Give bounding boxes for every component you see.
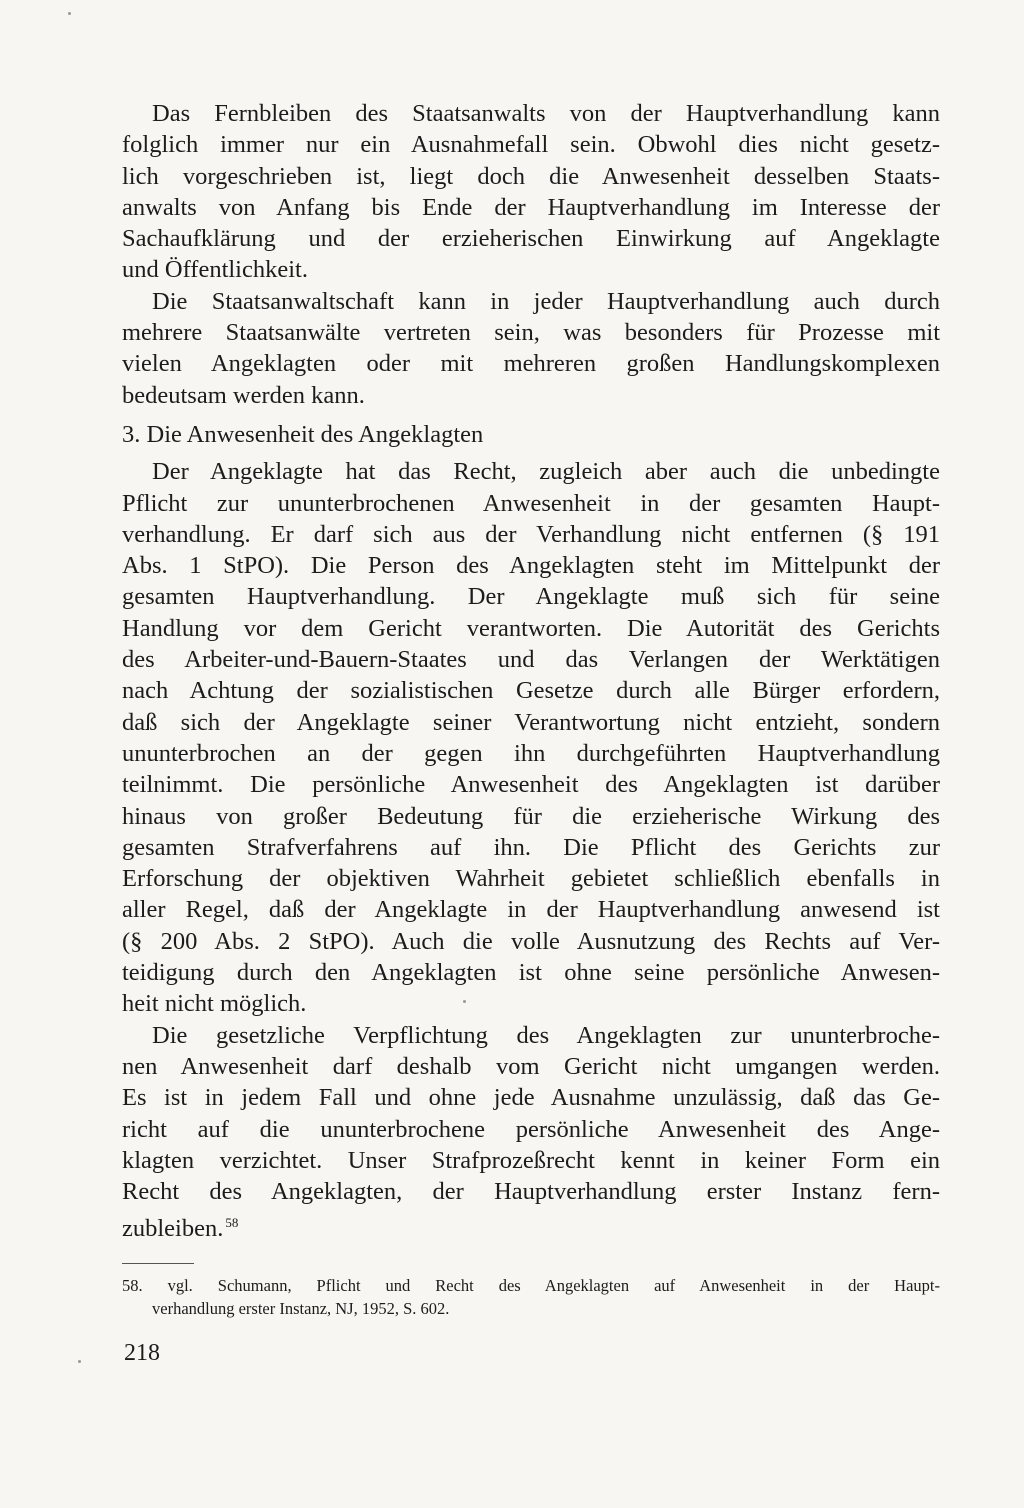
text-line: heit nicht möglich. — [122, 990, 307, 1018]
text-line: Die Staatsanwaltschaft kann in jeder Hauptverhandlung auch durch — [152, 287, 940, 315]
scan-speck — [463, 1000, 466, 1003]
text-line: anwalts von Anfang bis Ende der Hauptverhandlung im Interesse der — [122, 193, 940, 221]
text-line: des Arbeiter-und-Bauern-Staates und das Verlangen der Werktätigen — [122, 646, 940, 674]
text-line: Das Fernbleiben des Staatsanwalts von der Hauptverhandlung kann — [152, 100, 940, 127]
footnote-line: 58. vgl. Schumann, Pflicht und Recht des Angeklagten auf Anwesenheit in der Haupt- — [122, 1275, 940, 1295]
paragraph-1 — [122, 98, 940, 286]
page-body — [122, 98, 940, 1320]
footnote-marker: 58 — [225, 1215, 239, 1231]
footnote-divider — [122, 1263, 194, 1264]
text-line: lich vorgeschrieben ist, liegt doch die Anwesenheit desselben Staats- — [122, 162, 940, 190]
text-line: teilnimmt. Die persönliche Anwesenheit des Angeklagten ist darüber — [122, 771, 940, 799]
text-line: aller Regel, daß der Angeklagte in der Hauptverhandlung anwesend ist — [122, 896, 940, 924]
paragraph-2 — [122, 286, 940, 411]
footnote — [122, 1274, 940, 1320]
text-line: verhandlung. Er darf sich aus der Verhandlung nicht entfernen (§ 191 — [122, 520, 940, 548]
text-line: vielen Angeklagten oder mit mehreren großen Handlungskomplexen — [122, 350, 940, 378]
text-line: gesamten Strafverfahrens auf ihn. Die Pflicht des Gerichts zur — [122, 833, 940, 861]
text-line: Pflicht zur ununterbrochenen Anwesenheit in der gesamten Haupt- — [122, 489, 940, 517]
scan-speck — [78, 1360, 81, 1363]
text-line: gesamten Hauptverhandlung. Der Angeklagte muß sich für seine — [122, 583, 940, 611]
text-line: Die gesetzliche Verpflichtung des Angeklagten zur ununterbroche- — [152, 1021, 940, 1049]
text-line: nach Achtung der sozialistischen Gesetze durch alle Bürger erfordern, — [122, 677, 940, 705]
scan-speck — [68, 12, 71, 15]
text-line: Erforschung der objektiven Wahrheit gebietet schließlich ebenfalls in — [122, 865, 940, 893]
text-line: teidigung durch den Angeklagten ist ohne seine persönliche Anwesen- — [122, 959, 940, 987]
text-line: folglich immer nur ein Ausnahmefall sein. Obwohl dies nicht gesetz- — [122, 131, 940, 159]
text-line: (§ 200 Abs. 2 StPO). Auch die volle Ausnutzung des Rechts auf Ver- — [122, 927, 940, 955]
footnote-line: verhandlung erster Instanz, NJ, 1952, S. 602. — [152, 1298, 450, 1318]
text-line: Handlung vor dem Gericht verantworten. Die Autorität des Gerichts — [122, 614, 940, 642]
text-line: nen Anwesenheit darf deshalb vom Gericht nicht umgangen werden. — [122, 1052, 940, 1080]
text-line: hinaus von großer Bedeutung für die erzieherische Wirkung des — [122, 802, 940, 830]
text-line: Recht des Angeklagten, der Hauptverhandlung erster Instanz fern- — [122, 1178, 940, 1206]
text-line: mehrere Staatsanwälte vertreten sein, was besonders für Prozesse mit — [122, 319, 940, 347]
text-fragment: zubleiben. — [122, 1215, 224, 1243]
text-line: bedeutsam werden kann. — [122, 381, 365, 409]
text-line: ununterbrochen an der gegen ihn durchgeführten Hauptverhandlung — [122, 739, 940, 767]
page-number: 218 — [124, 1340, 160, 1366]
text-line: Sachaufklärung und der erzieherischen Einwirkung auf Angeklagte — [122, 225, 940, 253]
section-paragraph-1 — [122, 456, 940, 1019]
text-line: und Öffentlichkeit. — [122, 256, 308, 284]
text-line: daß sich der Angeklagte seiner Verantwortung nicht entzieht, sondern — [122, 708, 940, 736]
section-paragraph-2 — [122, 1020, 940, 1243]
text-line-with-footnote — [122, 1207, 940, 1243]
section-heading: 3. Die Anwesenheit des Angeklagten — [122, 420, 484, 448]
text-line: Abs. 1 StPO). Die Person des Angeklagten steht im Mittelpunkt der — [122, 552, 940, 580]
text-line: klagten verzichtet. Unser Strafprozeßrecht kennt in keiner Form ein — [122, 1146, 940, 1174]
text-line: Es ist in jedem Fall und ohne jede Ausnahme unzulässig, daß das Ge- — [122, 1084, 940, 1112]
text-line: Der Angeklagte hat das Recht, zugleich aber auch die unbedingte — [152, 458, 940, 486]
text-line: richt auf die ununterbrochene persönliche Anwesenheit des Ange- — [122, 1115, 940, 1143]
